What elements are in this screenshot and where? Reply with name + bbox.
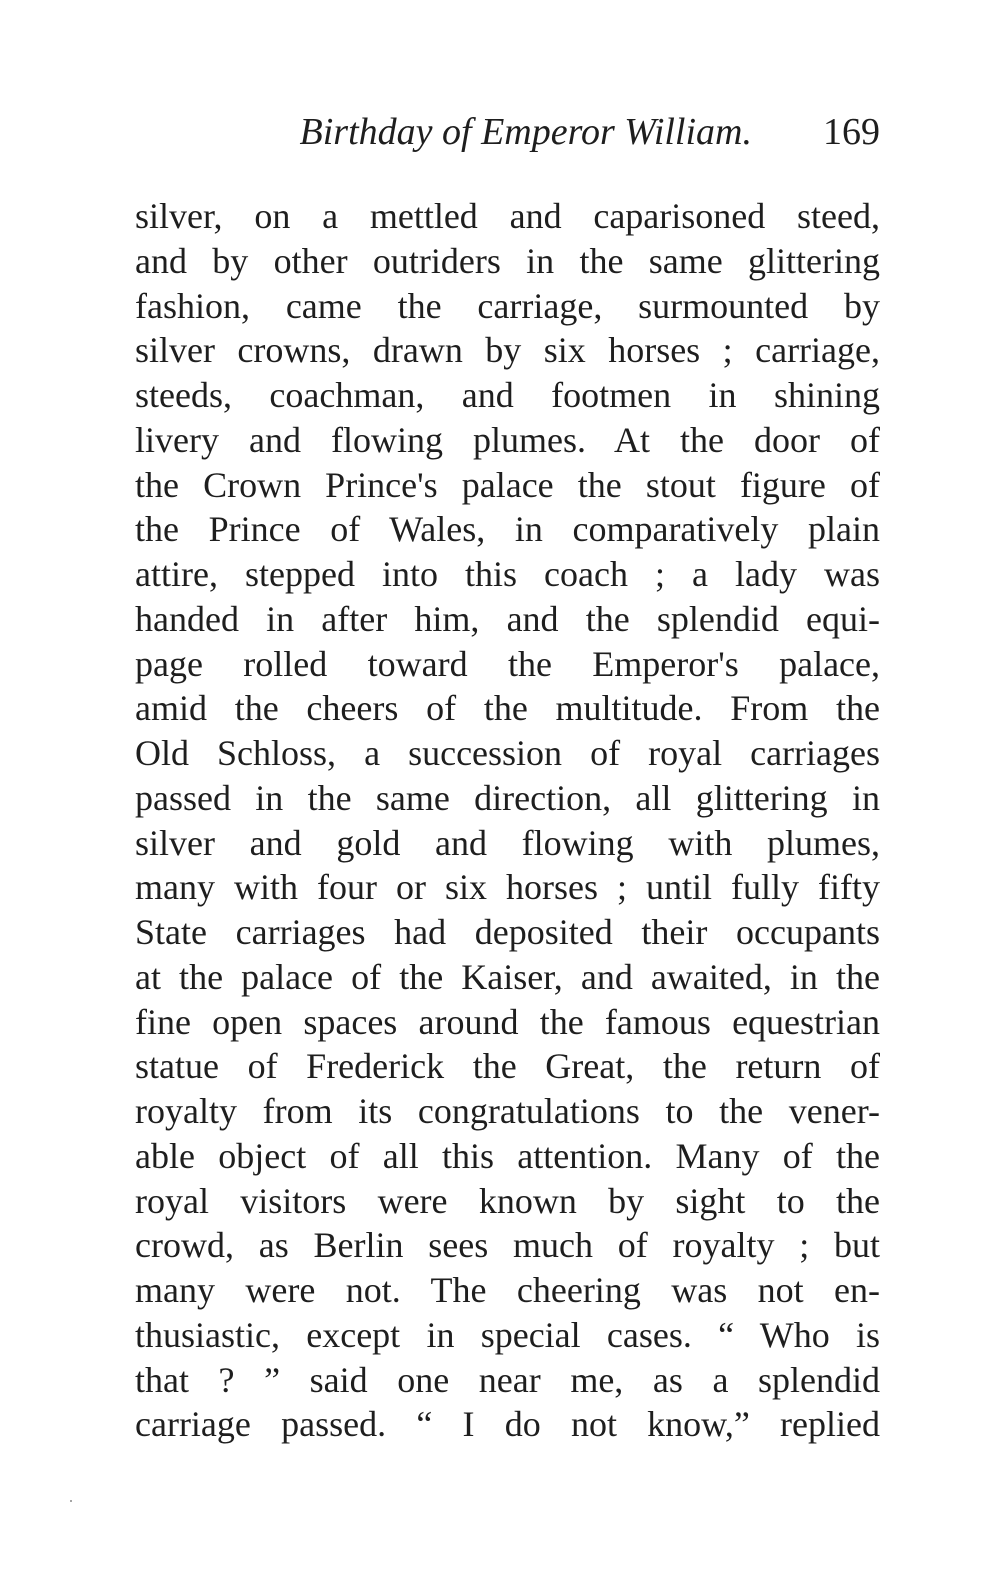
- text-line: passed in the same direction, all glittering in: [135, 777, 880, 818]
- text-line: thusiastic, except in special cases. “ Who is: [135, 1314, 880, 1355]
- text-line: fashion, came the carriage, surmounted by: [135, 285, 880, 326]
- text-line: the Crown Prince's palace the stout figure of: [135, 464, 880, 505]
- text-line: handed in after him, and the splendid equi-: [135, 598, 880, 639]
- text-line: fine open spaces around the famous equestrian: [135, 1001, 880, 1042]
- page-number: 169: [823, 111, 880, 153]
- text-line: at the palace of the Kaiser, and awaited, in the: [135, 956, 880, 997]
- text-line: the Prince of Wales, in comparatively plain: [135, 509, 880, 550]
- body-text: [135, 194, 880, 1447]
- text-line: State carriages had deposited their occupants: [135, 912, 880, 952]
- running-title: Birthday of Emperor William.: [299, 111, 752, 153]
- text-line: silver crowns, drawn by six horses ; carriage,: [135, 330, 880, 371]
- text-line: page rolled toward the Emperor's palace,: [135, 643, 880, 684]
- text-line: able object of all this attention. Many of the: [135, 1135, 880, 1176]
- text-line: silver, on a mettled and caparisoned steed,: [135, 196, 880, 236]
- text-line: silver and gold and flowing with plumes,: [135, 822, 880, 863]
- text-line: statue of Frederick the Great, the return of: [135, 1046, 880, 1087]
- paper-speck: [70, 1500, 72, 1502]
- text-line: carriage passed. “ I do not know,” replied: [135, 1404, 880, 1445]
- text-line: steeds, coachman, and footmen in shining: [135, 375, 880, 415]
- text-line: many with four or six horses ; until fully fifty: [135, 867, 880, 908]
- text-line: crowd, as Berlin sees much of royalty ; but: [135, 1225, 880, 1266]
- text-line: amid the cheers of the multitude. From the: [135, 688, 880, 729]
- text-line: many were not. The cheering was not en-: [135, 1270, 880, 1310]
- running-head: [135, 104, 880, 160]
- text-line: royalty from its congratulations to the vener-: [135, 1091, 880, 1131]
- text-line: Old Schloss, a succession of royal carriages: [135, 733, 880, 773]
- text-line: attire, stepped into this coach ; a lady was: [135, 554, 880, 594]
- text-line: royal visitors were known by sight to the: [135, 1180, 880, 1221]
- text-line: livery and flowing plumes. At the door of: [135, 419, 880, 460]
- text-line: and by other outriders in the same glittering: [135, 240, 880, 281]
- text-line: that ? ” said one near me, as a splendid: [135, 1359, 880, 1400]
